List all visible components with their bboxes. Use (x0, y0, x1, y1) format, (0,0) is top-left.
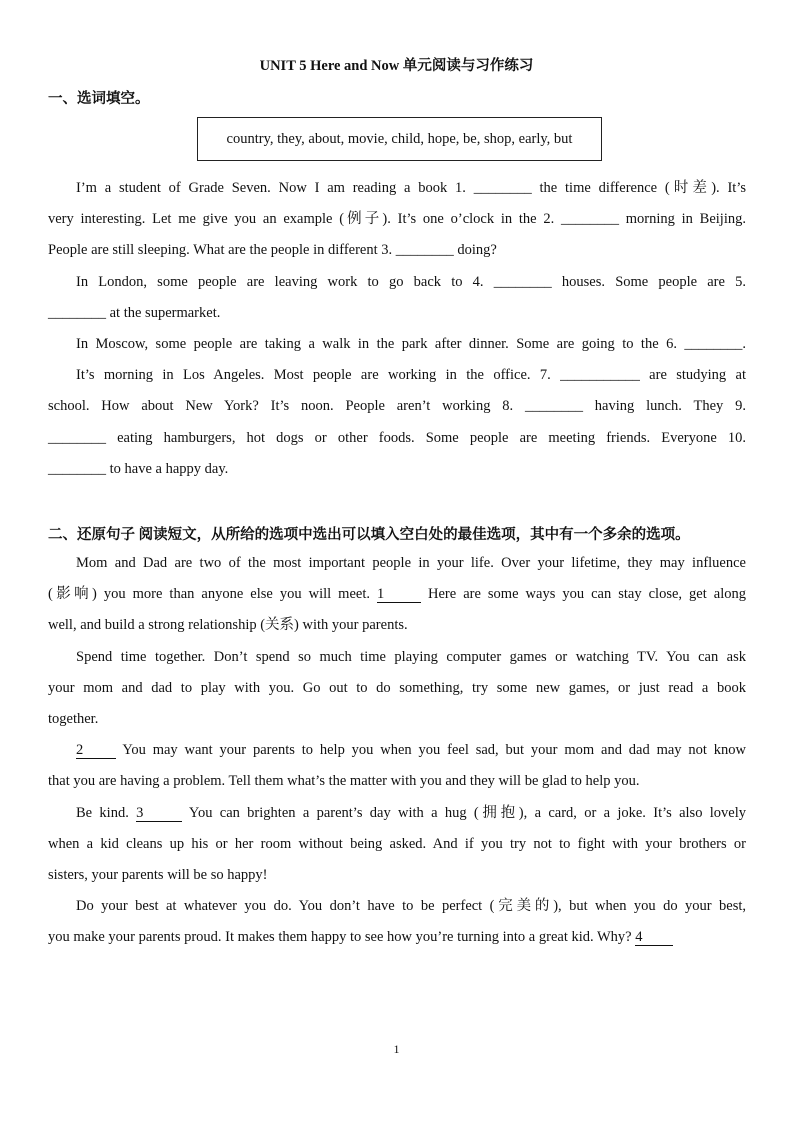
passage-line: Spend time together. Don’t spend so much time playing computer games or watching TV. You can ask (76, 648, 746, 665)
section2-passage (48, 548, 746, 954)
passage-line: In London, some people are leaving work to go back to 4. ________ houses. Some people are 5. (76, 273, 746, 290)
answer-blank-1: 1 (377, 586, 421, 603)
section1-heading: 一、选词填空。 (48, 91, 150, 107)
passage-line: It’s morning in Los Angeles. Most people are working in the office. 7. ___________ are studying at (76, 367, 746, 384)
word-box-text: country, they, about, movie, child, hope, be, shop, early, but (226, 130, 573, 147)
passage-line: ________ at the supermarket. (48, 304, 221, 321)
passage-line: school. How about New York? It’s noon. People aren’t working 8. ________ having lunch. They 9. (48, 398, 746, 415)
passage-line: that you are having a problem. Tell them what’s the matter with you and they will be glad to help you. (48, 773, 640, 790)
passage-line: you make your parents proud. It makes them happy to see how you’re turning into a great kid. Why? 4 (48, 922, 746, 953)
section2-heading: 二、还原句子 阅读短文，从所给的选项中选出可以填入空白处的最佳选项，其中有一个多余的选项。 (48, 527, 690, 543)
page-number: 1 (393, 1042, 400, 1056)
passage-line: together. (48, 711, 99, 728)
word-box (197, 117, 602, 161)
passage-line: well, and build a strong relationship (关系) with your parents. (48, 617, 408, 634)
passage-line: very interesting. Let me give you an example (例子). It’s one o’clock in the 2. ________ morning in Beijing. (48, 211, 746, 228)
passage-line: (影响) you more than anyone else you will meet. 1 Here are some ways you can stay close, get along (48, 586, 746, 603)
passage-line: Be kind. 3 You can brighten a parent’s day with a hug (拥抱), a card, or a joke. It’s also lovely (76, 804, 746, 821)
passage-line: 2 You may want your parents to help you when you feel sad, but your mom and dad may not know (76, 742, 747, 759)
passage-line: I’m a student of Grade Seven. Now I am reading a book 1. ________ the time difference (时差). It’s (76, 180, 746, 196)
passage-line: your mom and dad to play with you. Go out to do something, try some new games, or just read a book (48, 679, 746, 696)
passage-line: ________ eating hamburgers, hot dogs or other foods. Some people are meeting friends. Everyone 10. (48, 429, 746, 446)
passage-line: sisters, your parents will be so happy! (48, 867, 268, 884)
passage-line: People are still sleeping. What are the people in different 3. ________ doing? (48, 242, 497, 259)
answer-blank-2: 2 (76, 742, 116, 759)
passage-line: In Moscow, some people are taking a walk in the park after dinner. Some are going to the 6. ________. (76, 336, 746, 353)
answer-blank-4: 4 (635, 929, 673, 946)
answer-blank-3: 3 (136, 805, 182, 822)
passage-line: ________ to have a happy day. (48, 460, 229, 477)
passage-line: Mom and Dad are two of the most important people in your life. Over your lifetime, they may influence (76, 555, 746, 571)
section1-passage (48, 173, 746, 485)
passage-line: Do your best at whatever you do. You don’t have to be perfect (完美的), but when you do your best, (76, 898, 746, 915)
page-title: UNIT 5 Here and Now 单元阅读与习作练习 (259, 58, 534, 74)
passage-line: when a kid cleans up his or her room without being asked. And if you try not to fight with your brothers or (48, 835, 746, 852)
